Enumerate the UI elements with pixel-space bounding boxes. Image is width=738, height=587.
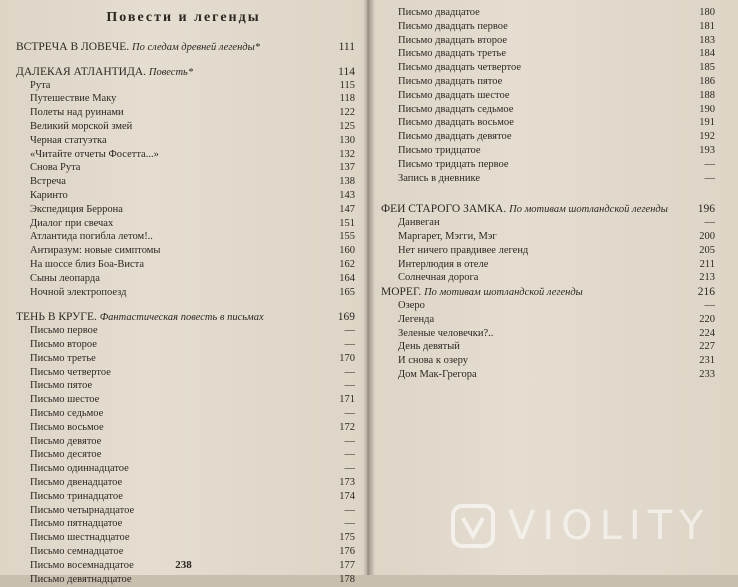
toc-entry-title: Письмо двадцать восьмое xyxy=(398,117,514,129)
toc-entry-title: Письмо четвертое xyxy=(30,366,111,378)
toc-entry-title: Письмо первое xyxy=(30,325,98,337)
toc-page-number: 165 xyxy=(339,286,355,298)
toc-entry-title: Каринто xyxy=(30,190,68,201)
toc-entry-title: Письмо десятое xyxy=(30,449,102,461)
toc-entry xyxy=(30,272,355,286)
toc-entry-title: Маргарет, Мэгги, Мэг xyxy=(398,231,497,242)
toc-page-number: 211 xyxy=(699,258,715,270)
toc-page-number: — xyxy=(344,380,355,392)
toc-page-number: 164 xyxy=(339,272,355,284)
toc-entry-title: Письмо тридцать первое xyxy=(398,158,509,170)
toc-entry xyxy=(398,34,715,48)
toc-entry xyxy=(30,490,355,504)
toc-page-number: 160 xyxy=(339,245,355,257)
toc-entry-title: День девятый xyxy=(398,341,460,353)
toc-page-number: — xyxy=(704,300,715,311)
toc-entry xyxy=(30,545,355,559)
toc-entry-title: Письмо двенадцатое xyxy=(30,477,123,488)
toc-entry xyxy=(398,130,715,144)
toc-entry-title: Письмо пятое xyxy=(30,380,93,392)
toc-entry xyxy=(30,338,355,352)
toc-entry xyxy=(30,504,355,518)
toc-entry-title: Письмо восьмое xyxy=(30,421,104,433)
section-title: ВСТРЕЧА В ЛОВЕЧЕ. xyxy=(16,41,130,53)
toc-entry-title: Письмо двадцать третье xyxy=(398,48,507,60)
toc-page-number: 115 xyxy=(339,79,355,91)
toc-entry xyxy=(398,299,715,313)
toc-page-number: 175 xyxy=(339,532,355,544)
toc-page-number: — xyxy=(344,504,355,516)
toc-entry-title: Письмо двадцать второе xyxy=(398,34,508,46)
toc-entry xyxy=(398,354,715,368)
toc-entry xyxy=(30,79,355,93)
toc-page-number: 196 xyxy=(697,203,715,216)
toc-page-number: 224 xyxy=(699,327,715,339)
toc-entry xyxy=(30,531,355,545)
toc-entry-title: Экспедиция Беррона xyxy=(30,203,123,215)
toc-entry xyxy=(30,407,355,421)
toc-page-number: 181 xyxy=(699,20,715,32)
toc-entry xyxy=(398,271,715,285)
toc-page-number: — xyxy=(344,366,355,378)
toc-entry xyxy=(398,158,715,172)
toc-page-number: — xyxy=(344,449,355,461)
toc-page-number: — xyxy=(344,339,355,350)
toc-entry-title: Письмо шестое xyxy=(30,394,100,406)
toc-page-number: 125 xyxy=(339,121,355,132)
toc-entry-title: Письмо двадцать четвертое xyxy=(398,62,522,74)
toc-page-number: 177 xyxy=(339,559,355,571)
toc-page-number: 122 xyxy=(339,107,355,119)
toc-entry xyxy=(30,286,355,300)
toc-page-number: 172 xyxy=(339,421,355,433)
toc-entry xyxy=(30,92,355,106)
toc-entry xyxy=(30,379,355,393)
page-number: 238 xyxy=(175,559,192,571)
toc-page-number: 147 xyxy=(339,203,355,215)
toc-page-number: — xyxy=(704,172,715,184)
section-title: ДАЛЕКАЯ АТЛАНТИДА. xyxy=(16,65,147,78)
toc-entry xyxy=(30,106,355,120)
violity-logo-icon xyxy=(450,503,496,549)
toc-entry-title: Диалог при свечах xyxy=(30,217,114,229)
toc-page-number: 192 xyxy=(699,131,715,143)
toc-entry xyxy=(30,324,355,338)
section-subtitle: Повесть* xyxy=(148,66,194,78)
toc-page-number: 184 xyxy=(699,48,715,60)
toc-entry xyxy=(30,175,355,189)
toc-entry xyxy=(30,517,355,531)
toc-entry-title: Атлантида погибла летом!.. xyxy=(30,231,153,243)
toc-entry xyxy=(398,47,715,61)
toc-entry-title: Письмо одиннадцатое xyxy=(30,463,129,475)
toc-section-title xyxy=(381,285,583,300)
toc-entry xyxy=(398,244,715,258)
toc-entry-title: Письмо тринадцатое xyxy=(30,490,123,502)
toc-entry-title: Письмо пятнадцатое xyxy=(30,518,123,530)
toc-entry xyxy=(30,421,355,435)
toc-page-number: 174 xyxy=(339,490,355,502)
toc-section-entry xyxy=(16,65,355,79)
toc-entry xyxy=(30,244,355,258)
toc-page-number: 205 xyxy=(699,244,715,256)
toc-entry-title: Встреча xyxy=(30,176,66,188)
toc-entry-title: Дом Мак-Грегора xyxy=(398,369,477,380)
toc-section-title xyxy=(16,40,260,55)
toc-page-number: 143 xyxy=(339,190,355,201)
toc-entry-title: Письмо двадцатое xyxy=(398,7,480,18)
toc-page-number: 185 xyxy=(699,62,715,74)
toc-page-number: 151 xyxy=(339,217,355,229)
toc-entry-title: Письмо семнадцатое xyxy=(30,546,124,557)
toc-page-number: 216 xyxy=(697,286,715,299)
toc-page-number: 220 xyxy=(699,313,715,325)
toc-entry xyxy=(398,6,715,20)
toc-entry-title: Письмо двадцать шестое xyxy=(398,89,510,101)
toc-entry-title: Письмо второе xyxy=(30,339,97,350)
toc-page-number: — xyxy=(704,217,715,229)
toc-page-number: 173 xyxy=(339,477,355,488)
toc-page-number: 171 xyxy=(339,394,355,406)
toc-page-number: 180 xyxy=(699,7,715,18)
section-subtitle: По следам древней легенды* xyxy=(132,42,260,53)
toc-entry-title: На шоссе близ Боа-Виста xyxy=(30,259,145,270)
toc-entry xyxy=(30,258,355,272)
toc-entry-title: Письмо тридцатое xyxy=(398,145,481,156)
toc-section-entry xyxy=(16,40,355,54)
toc-entry-title: Письмо седьмое xyxy=(30,408,104,419)
toc-entry xyxy=(30,448,355,462)
toc-page-number: — xyxy=(344,408,355,419)
toc-entry xyxy=(398,368,715,382)
toc-page-number: 190 xyxy=(699,103,715,115)
toc-entry-title: Письмо девятнадцатое xyxy=(30,573,132,585)
toc-entry xyxy=(398,144,715,158)
toc-page-number: — xyxy=(704,158,715,170)
toc-page-number: 132 xyxy=(339,148,355,160)
toc-entry xyxy=(30,148,355,162)
toc-entry xyxy=(398,75,715,89)
section-title: ТЕНЬ В КРУГЕ. xyxy=(16,311,97,324)
watermark-text: VIOLITY xyxy=(508,503,711,549)
toc-entry-title: Письмо восемнадцатое xyxy=(30,559,134,571)
toc-entry-title: Легенда xyxy=(398,313,435,325)
toc-page-number: 176 xyxy=(339,546,355,557)
toc-entry xyxy=(398,258,715,272)
toc-page-number: 170 xyxy=(339,352,355,364)
toc-page-number: 227 xyxy=(699,341,715,353)
toc-page-number: 137 xyxy=(339,162,355,174)
toc-entry xyxy=(30,161,355,175)
toc-page-number: 193 xyxy=(699,145,715,156)
toc-page-number: 200 xyxy=(699,231,715,242)
toc-entry xyxy=(30,230,355,244)
toc-entry xyxy=(398,89,715,103)
toc-page-number: 213 xyxy=(699,272,715,284)
left-page xyxy=(0,0,367,585)
toc-entry xyxy=(398,327,715,341)
watermark xyxy=(450,500,730,552)
toc-entry-title: Письмо третье xyxy=(30,352,96,364)
toc-entry-title: Письмо девятое xyxy=(30,435,102,447)
book-gutter xyxy=(363,0,375,575)
toc-entry-title: Зеленые человечки?.. xyxy=(398,327,494,339)
toc-section-entry xyxy=(381,202,715,216)
toc-entry-title: И снова к озеру xyxy=(398,355,468,367)
toc-page-number: — xyxy=(344,518,355,530)
toc-entry xyxy=(30,366,355,380)
toc-entry-title: Полеты над руинами xyxy=(30,107,124,119)
toc-entry-title: Антиразум: новые симптомы xyxy=(30,245,161,257)
toc-entry xyxy=(30,393,355,407)
toc-page-number: 233 xyxy=(699,369,715,380)
section-subtitle: По мотивам шотландской легенды xyxy=(509,204,668,216)
toc-section-entry xyxy=(381,285,715,299)
toc-entry xyxy=(398,230,715,244)
toc-entry-title: Черная статуэтка xyxy=(30,134,107,146)
toc-entry xyxy=(398,340,715,354)
toc-entry xyxy=(30,203,355,217)
toc-page-number: — xyxy=(344,325,355,337)
toc-entry-title: Рута xyxy=(30,79,51,91)
toc-entry xyxy=(30,120,355,134)
toc-entry xyxy=(30,134,355,148)
toc-entry-title: Данвеган xyxy=(398,217,440,229)
toc-section-entry xyxy=(16,310,355,324)
toc-entry-title: Письмо двадцать первое xyxy=(398,20,508,32)
toc-section-title xyxy=(381,202,668,217)
toc-entry-title: Интерлюдия в отеле xyxy=(398,258,489,270)
toc-entry xyxy=(398,216,715,230)
toc-entry xyxy=(30,462,355,476)
toc-page-number: 111 xyxy=(338,41,355,53)
toc-page-number: 130 xyxy=(339,134,355,146)
toc-entry-title: Письмо двадцать седьмое xyxy=(398,103,514,115)
toc-page-number: 169 xyxy=(337,311,355,324)
toc-entry xyxy=(398,116,715,130)
toc-entry-title: Солнечная дорога xyxy=(398,272,479,284)
toc-entry-title: Запись в дневнике xyxy=(398,172,480,184)
toc-entry-title: Письмо двадцать пятое xyxy=(398,76,503,87)
toc-entry-title: Ночной электропоезд xyxy=(30,286,127,298)
toc-entry xyxy=(30,435,355,449)
toc-page-number: 183 xyxy=(699,34,715,46)
toc-page-number: 118 xyxy=(339,93,355,105)
toc-entry-title: Сыны леопарда xyxy=(30,272,100,284)
toc-entry-title: «Читайте отчеты Фосетта...» xyxy=(30,148,159,160)
toc-page-number: 186 xyxy=(699,76,715,87)
toc-entry xyxy=(30,189,355,203)
toc-entry xyxy=(398,313,715,327)
toc-entry-title: Письмо четырнадцатое xyxy=(30,504,135,516)
toc-page-number: 231 xyxy=(699,355,715,367)
toc-entry-title: Путешествие Маку xyxy=(30,93,117,105)
toc-entry xyxy=(30,573,355,587)
toc-entry xyxy=(30,352,355,366)
toc-entry-title: Великий морской змей xyxy=(30,121,133,132)
toc-page-number: 155 xyxy=(339,231,355,243)
toc-page-number: — xyxy=(344,435,355,447)
toc-entry-title: Письмо шестнадцатое xyxy=(30,532,130,544)
toc-entry xyxy=(30,217,355,231)
right-page xyxy=(369,0,738,575)
section-title: ФЕИ СТАРОГО ЗАМКА. xyxy=(381,203,507,216)
toc-section-title xyxy=(16,310,264,325)
toc-entry xyxy=(30,476,355,490)
toc-entry xyxy=(398,61,715,75)
section-subtitle: По мотивам шотландской легенды xyxy=(424,287,583,299)
section-title: МОРЕГ. xyxy=(381,286,422,299)
toc-page-number: 138 xyxy=(339,176,355,188)
toc-entry xyxy=(398,172,715,186)
toc-page-number: 191 xyxy=(699,117,715,129)
toc-section-title xyxy=(16,65,193,80)
page-heading: Повести и легенды xyxy=(106,10,261,25)
toc-entry-title: Снова Рута xyxy=(30,162,81,174)
toc-entry-title: Нет ничего правдивее легенд xyxy=(398,244,529,256)
toc-page-number: — xyxy=(344,463,355,475)
toc-entry-title: Письмо двадцать девятое xyxy=(398,131,512,143)
toc-page-number: 178 xyxy=(339,573,355,585)
toc-entry xyxy=(398,103,715,117)
toc-entry xyxy=(398,20,715,34)
toc-page-number: 188 xyxy=(699,89,715,101)
toc-page-number: 114 xyxy=(338,65,355,78)
toc-page-number: 162 xyxy=(339,259,355,270)
toc-entry-title: Озеро xyxy=(398,300,425,311)
section-subtitle: Фантастическая повесть в письмах xyxy=(99,312,264,324)
